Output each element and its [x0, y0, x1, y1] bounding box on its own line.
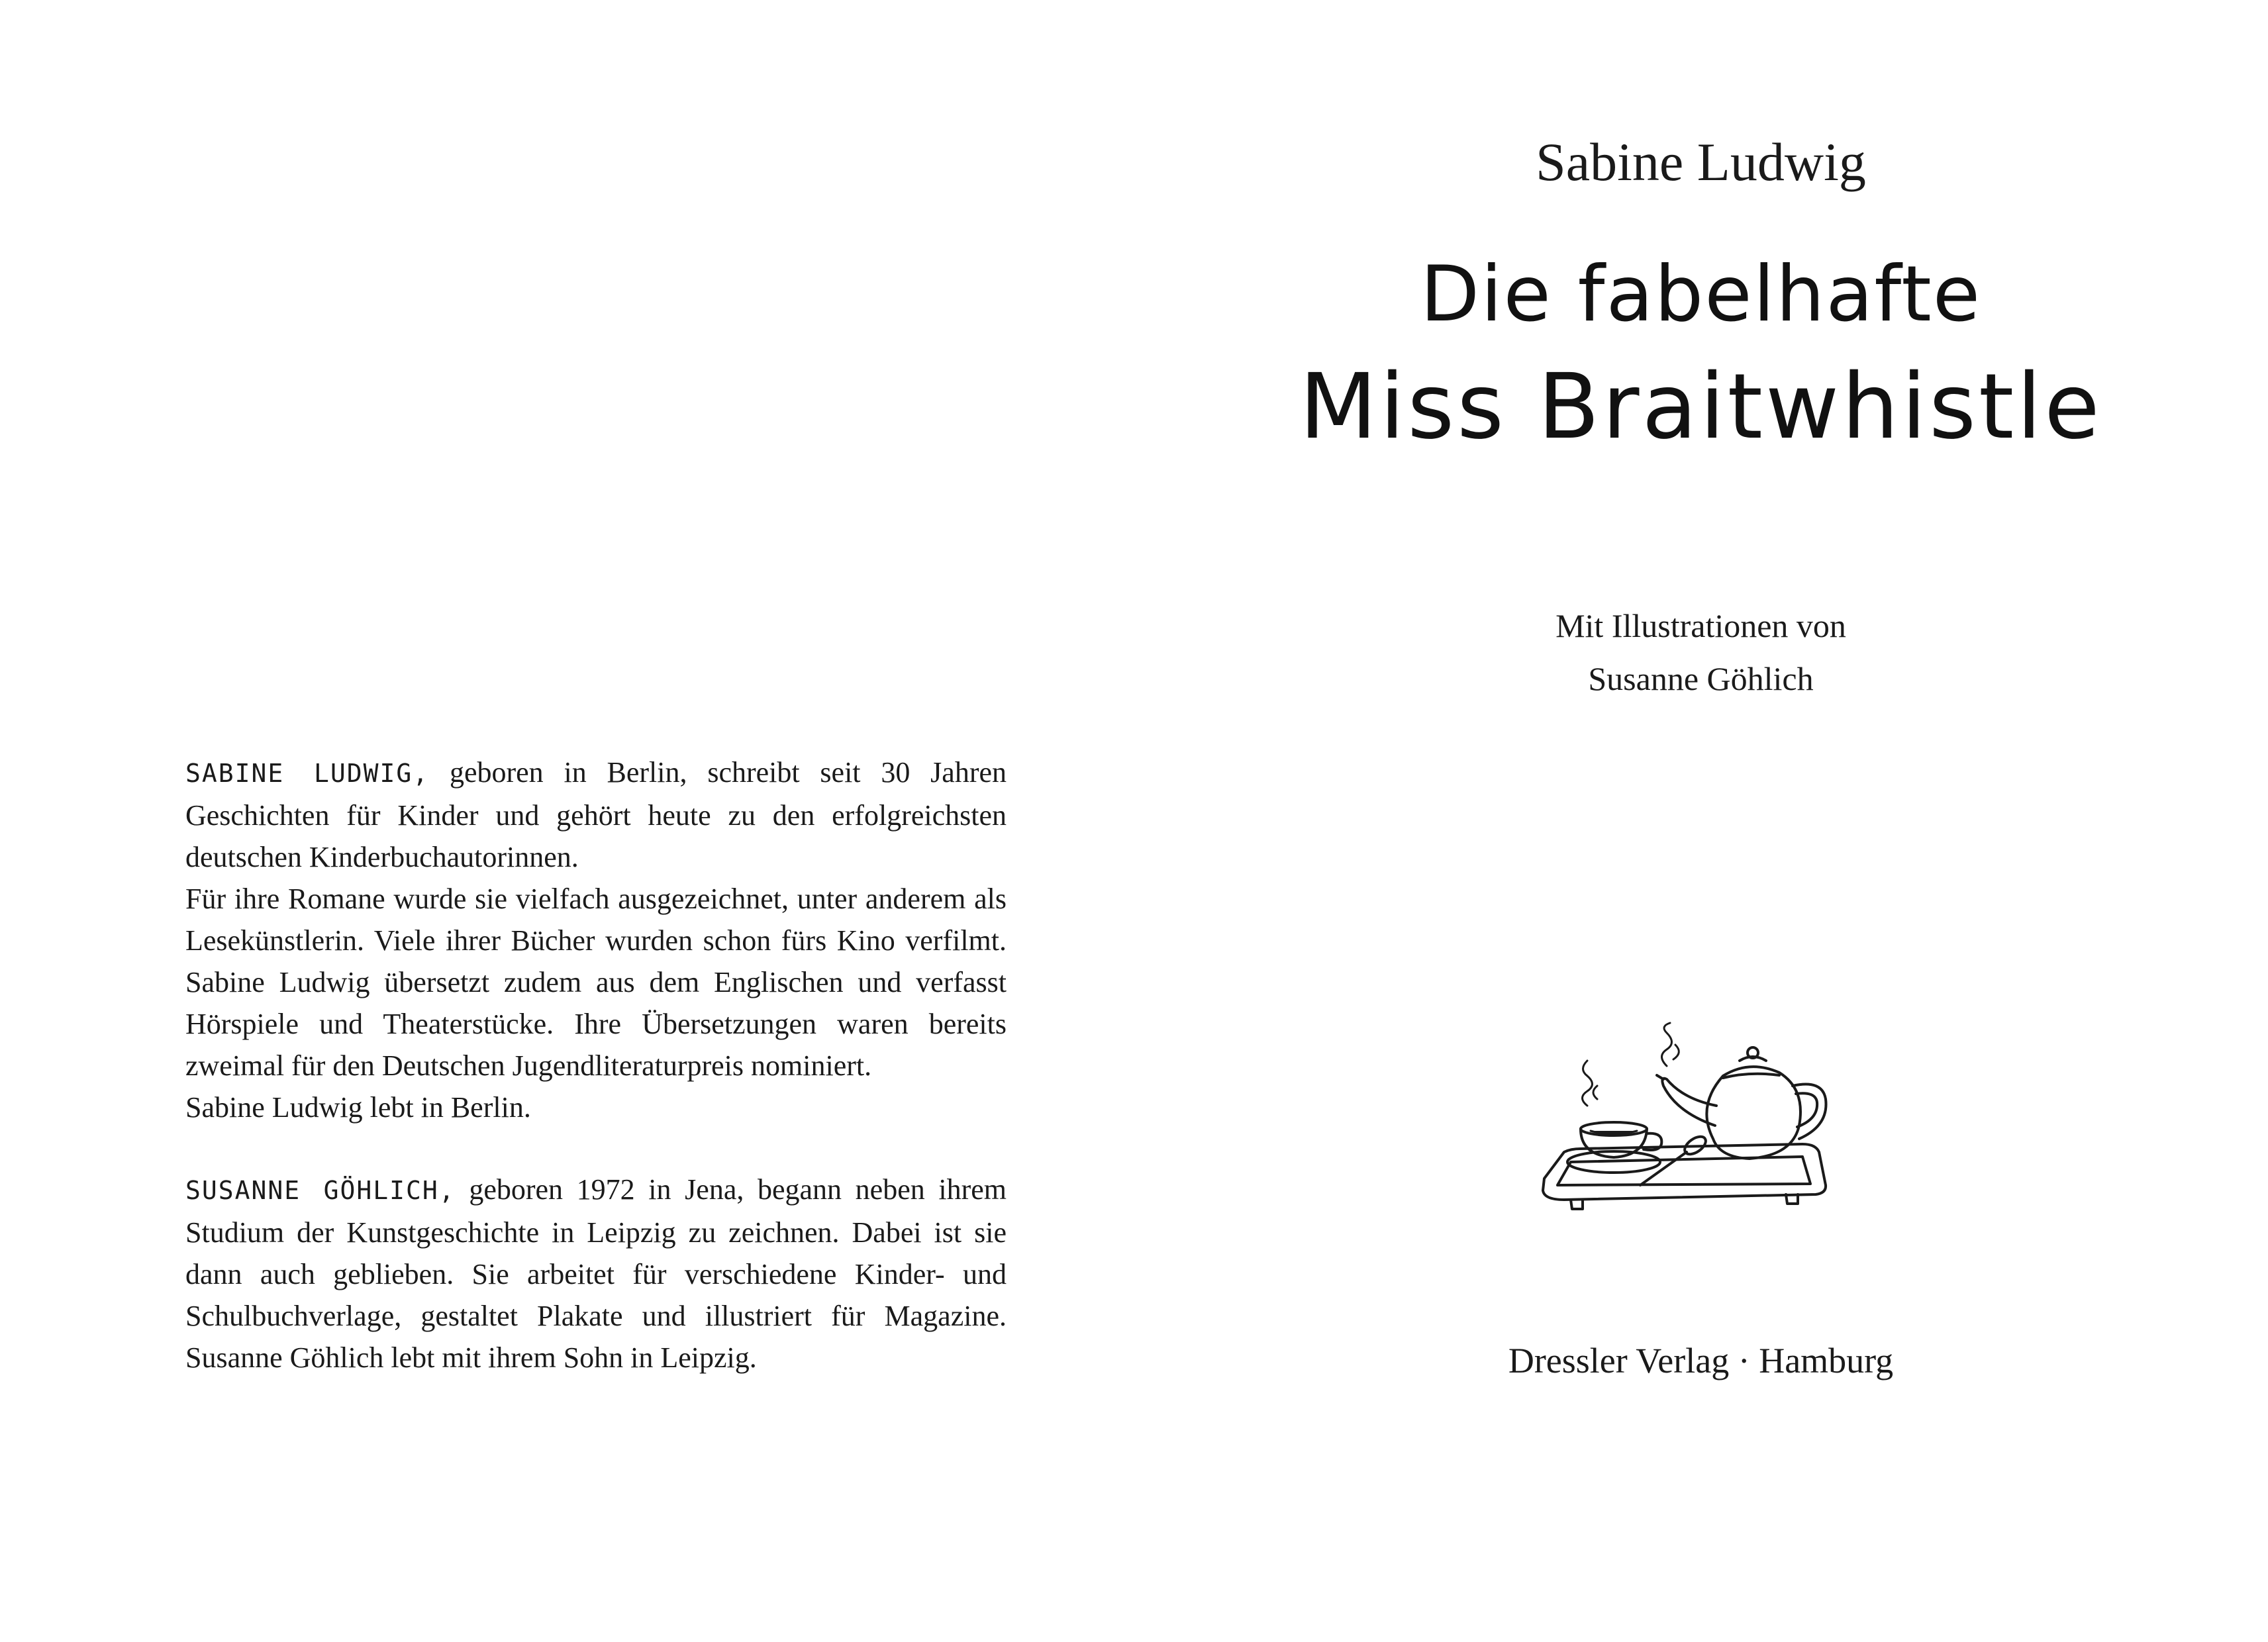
- illustrator-credit: [1134, 599, 2268, 705]
- bio-ludwig-paragraph-1: [185, 751, 1007, 878]
- bio-sabine-ludwig: [185, 751, 1007, 1128]
- bio-susanne-goehlich: [185, 1169, 1007, 1378]
- bio-goehlich-paragraph-1: [185, 1169, 1007, 1378]
- book-title-line-2: Miss Braitwhistle: [1299, 355, 2102, 459]
- bio-ludwig-name: SABINE LUDWIG,: [185, 759, 430, 788]
- title-page: [1134, 0, 2268, 1642]
- illustrator-credit-line-2: Susanne Göhlich: [1588, 660, 1814, 697]
- illustrator-credit-line-1: Mit Illustrationen von: [1555, 607, 1846, 644]
- author-name: Sabine Ludwig: [1536, 132, 1866, 192]
- teapot-tray-icon: [1524, 1020, 1855, 1245]
- bio-goehlich-name: SUSANNE GÖHLICH,: [185, 1176, 456, 1205]
- bio-goehlich-text: geboren 1972 in Jena, begann neben ihrem Studium der Kunstgeschichte in Leipzig zu zeichnen. Dabei ist sie dann auch geblieben. Sie arbeitet für verschiedene Kinder- und Schulbuchverlage, gestaltet Plakate und illustriert für Magazine. Susanne Göhlich lebt mit ihrem Sohn in Leipzig.: [185, 1173, 1007, 1374]
- bio-ludwig-paragraph-2: Für ihre Romane wurde sie vielfach ausgezeichnet, unter anderem als Lesekünstlerin. Viele ihrer Bücher wurden schon fürs Kino verfilmt. Sabine Ludwig übersetzt zudem aus dem Englischen und verfasst Hörspiele und Theaterstücke. Ihre Übersetzungen waren bereits zweimal für den Deutschen Jugendliteraturpreis nominiert.: [185, 883, 1007, 1082]
- bio-ludwig-text: geboren in Berlin, schreibt seit 30 Jahren Geschichten für Kinder und gehört heute zu den erfolgreichsten deutschen Kinderbuchautorinnen.: [185, 756, 1007, 873]
- publisher-imprint: Dressler Verlag · Hamburg: [1508, 1341, 1894, 1380]
- book-title: [1134, 242, 2268, 467]
- bio-ludwig-paragraph-3: Sabine Ludwig lebt in Berlin.: [185, 1091, 531, 1124]
- book-title-line-1: Die fabelhafte: [1420, 250, 1982, 339]
